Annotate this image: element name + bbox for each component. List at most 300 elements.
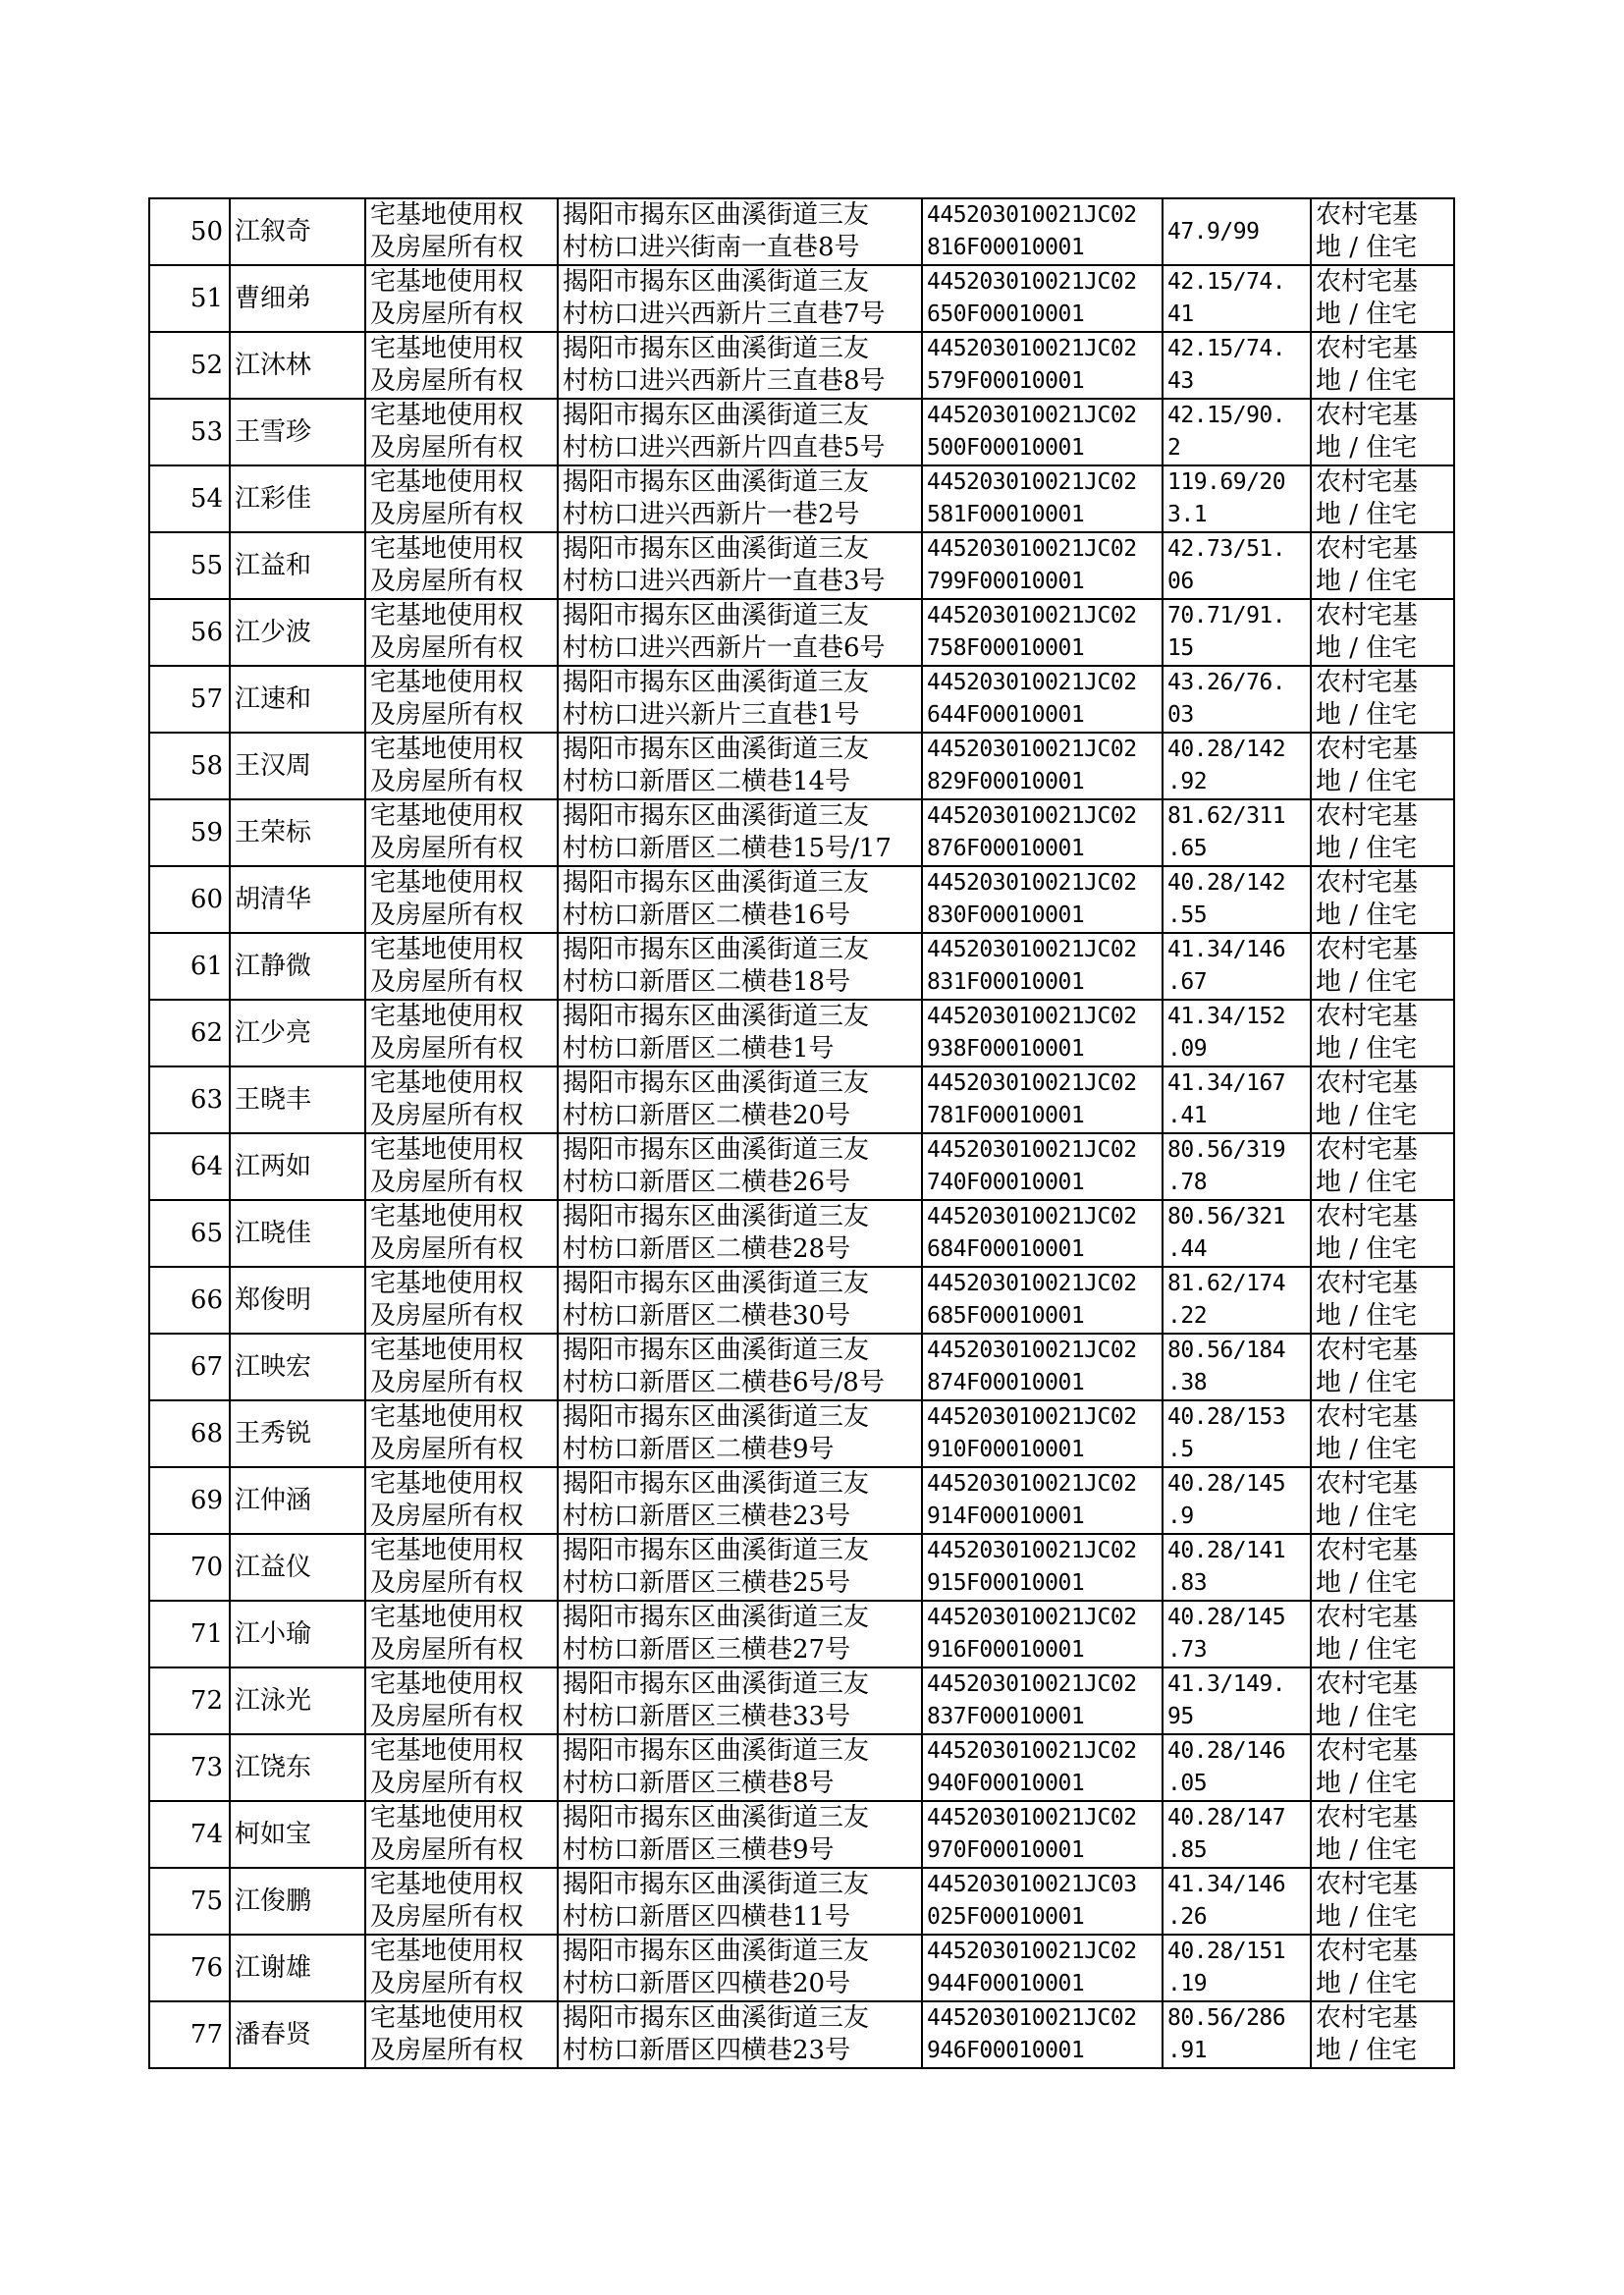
land-use-cell bbox=[1311, 198, 1454, 265]
location-cell-line: 村枋口新厝区三横巷33号 bbox=[563, 1702, 851, 1731]
land-use-cell-line: 地 / 住宅 bbox=[1316, 834, 1418, 863]
owner-name-cell: 江速和 bbox=[230, 666, 365, 733]
certificate-number-cell bbox=[922, 1334, 1163, 1400]
land-use-cell-line: 地 / 住宅 bbox=[1316, 433, 1418, 463]
certificate-number-cell-line: 944F00010001 bbox=[927, 1971, 1085, 1996]
area-cell-line: 119.69/20 bbox=[1167, 469, 1286, 495]
right-type-cell bbox=[365, 2001, 558, 2068]
table-row bbox=[149, 599, 1454, 666]
right-type-cell bbox=[365, 1400, 558, 1467]
land-use-cell-line: 地 / 住宅 bbox=[1316, 1101, 1418, 1130]
owner-name-cell: 潘春贤 bbox=[230, 2001, 365, 2068]
location-cell bbox=[558, 399, 922, 465]
certificate-number-cell bbox=[922, 399, 1163, 465]
land-use-cell bbox=[1311, 1801, 1454, 1868]
area-cell bbox=[1163, 1334, 1311, 1400]
owner-name-cell: 江泳光 bbox=[230, 1667, 365, 1734]
certificate-number-cell-line: 876F00010001 bbox=[927, 836, 1085, 861]
location-cell-line: 揭阳市揭东区曲溪街道三友 bbox=[563, 1536, 870, 1565]
row-number-cell: 59 bbox=[149, 799, 230, 866]
row-number-cell: 50 bbox=[149, 198, 230, 265]
certificate-number-cell bbox=[922, 1467, 1163, 1534]
land-use-cell-line: 农村宅基 bbox=[1316, 267, 1419, 297]
land-use-cell-line: 农村宅基 bbox=[1316, 868, 1419, 898]
right-type-cell-line: 宅基地使用权 bbox=[370, 1068, 524, 1098]
land-use-cell-line: 地 / 住宅 bbox=[1316, 1301, 1418, 1331]
area-cell-line: .19 bbox=[1167, 1971, 1208, 1996]
row-number-cell: 67 bbox=[149, 1334, 230, 1400]
certificate-number-cell bbox=[922, 1400, 1163, 1467]
land-use-cell-line: 农村宅基 bbox=[1316, 1068, 1419, 1098]
certificate-number-cell-line: 740F00010001 bbox=[927, 1170, 1085, 1195]
certificate-number-cell-line: 500F00010001 bbox=[927, 435, 1085, 461]
land-use-cell bbox=[1311, 1400, 1454, 1467]
right-type-cell-line: 宅基地使用权 bbox=[370, 1603, 524, 1632]
table-row bbox=[149, 1133, 1454, 1200]
area-cell-line: 41.34/146 bbox=[1167, 937, 1286, 962]
area-cell-line: 42.15/90. bbox=[1167, 403, 1286, 428]
area-cell bbox=[1163, 1601, 1311, 1667]
land-use-cell-line: 地 / 住宅 bbox=[1316, 1234, 1418, 1264]
certificate-number-cell bbox=[922, 666, 1163, 733]
owner-name-cell: 江少波 bbox=[230, 599, 365, 666]
certificate-number-cell bbox=[922, 1734, 1163, 1801]
certificate-number-cell bbox=[922, 1066, 1163, 1133]
right-type-cell-line: 宅基地使用权 bbox=[370, 1002, 524, 1031]
area-cell-line: 47.9/99 bbox=[1167, 218, 1260, 245]
area-cell-line: 40.28/145 bbox=[1167, 1605, 1286, 1630]
table-row bbox=[149, 1935, 1454, 2001]
location-cell-line: 揭阳市揭东区曲溪街道三友 bbox=[563, 200, 870, 230]
right-type-cell-line: 宅基地使用权 bbox=[370, 801, 524, 831]
land-use-cell-line: 农村宅基 bbox=[1316, 1336, 1419, 1365]
location-cell bbox=[558, 1667, 922, 1734]
area-cell-line: .85 bbox=[1167, 1837, 1208, 1863]
right-type-cell bbox=[365, 465, 558, 532]
table-row bbox=[149, 1534, 1454, 1601]
land-use-cell-line: 农村宅基 bbox=[1316, 1202, 1419, 1231]
location-cell-line: 揭阳市揭东区曲溪街道三友 bbox=[563, 601, 870, 630]
owner-name-cell: 江少亮 bbox=[230, 1000, 365, 1066]
land-use-cell-line: 地 / 住宅 bbox=[1316, 1902, 1418, 1932]
land-use-cell-line: 农村宅基 bbox=[1316, 1803, 1419, 1832]
area-cell-line: 41.3/149. bbox=[1167, 1671, 1286, 1697]
land-use-cell-line: 农村宅基 bbox=[1316, 1536, 1419, 1565]
table-row bbox=[149, 1200, 1454, 1267]
location-cell bbox=[558, 332, 922, 399]
location-cell bbox=[558, 1334, 922, 1400]
register-body bbox=[149, 198, 1454, 2068]
area-cell-line: 81.62/174 bbox=[1167, 1271, 1286, 1296]
certificate-number-cell bbox=[922, 599, 1163, 666]
area-cell-line: .41 bbox=[1167, 1103, 1208, 1128]
land-use-cell bbox=[1311, 332, 1454, 399]
right-type-cell-line: 及房屋所有权 bbox=[370, 366, 524, 396]
land-use-cell-line: 地 / 住宅 bbox=[1316, 1702, 1418, 1731]
owner-name-cell: 江静微 bbox=[230, 933, 365, 1000]
right-type-cell-line: 及房屋所有权 bbox=[370, 433, 524, 463]
right-type-cell-line: 及房屋所有权 bbox=[370, 1769, 524, 1798]
area-cell bbox=[1163, 866, 1311, 933]
right-type-cell-line: 宅基地使用权 bbox=[370, 200, 524, 230]
location-cell-line: 揭阳市揭东区曲溪街道三友 bbox=[563, 467, 870, 497]
area-cell-line: 40.28/141 bbox=[1167, 1538, 1286, 1563]
area-cell-line: 43 bbox=[1167, 368, 1194, 394]
table-row bbox=[149, 799, 1454, 866]
location-cell-line: 村枋口新厝区四横巷20号 bbox=[563, 1969, 851, 1998]
row-number-cell: 53 bbox=[149, 399, 230, 465]
location-cell bbox=[558, 666, 922, 733]
right-type-cell bbox=[365, 332, 558, 399]
right-type-cell bbox=[365, 1868, 558, 1935]
area-cell-line: .65 bbox=[1167, 836, 1208, 861]
certificate-number-cell bbox=[922, 465, 1163, 532]
owner-name-cell: 江益仪 bbox=[230, 1534, 365, 1601]
certificate-number-cell-line: 915F00010001 bbox=[927, 1570, 1085, 1596]
location-cell-line: 村枋口进兴西新片三直巷8号 bbox=[563, 366, 886, 396]
area-cell bbox=[1163, 733, 1311, 799]
location-cell-line: 揭阳市揭东区曲溪街道三友 bbox=[563, 1068, 870, 1098]
certificate-number-cell-line: 445203010021JC02 bbox=[927, 1137, 1137, 1163]
certificate-number-cell bbox=[922, 1133, 1163, 1200]
location-cell-line: 村枋口新厝区三横巷25号 bbox=[563, 1568, 851, 1598]
right-type-cell-line: 及房屋所有权 bbox=[370, 967, 524, 997]
right-type-cell-line: 及房屋所有权 bbox=[370, 1902, 524, 1932]
right-type-cell-line: 宅基地使用权 bbox=[370, 401, 524, 430]
right-type-cell-line: 宅基地使用权 bbox=[370, 1202, 524, 1231]
table-row bbox=[149, 1801, 1454, 1868]
area-cell-line: .91 bbox=[1167, 2038, 1208, 2063]
table-row bbox=[149, 866, 1454, 933]
area-cell-line: 40.28/147 bbox=[1167, 1805, 1286, 1831]
location-cell-line: 揭阳市揭东区曲溪街道三友 bbox=[563, 334, 870, 363]
certificate-number-cell-line: 831F00010001 bbox=[927, 969, 1085, 995]
location-cell bbox=[558, 1400, 922, 1467]
right-type-cell-line: 宅基地使用权 bbox=[370, 334, 524, 363]
right-type-cell-line: 及房屋所有权 bbox=[370, 1301, 524, 1331]
right-type-cell-line: 宅基地使用权 bbox=[370, 935, 524, 964]
row-number-cell: 64 bbox=[149, 1133, 230, 1200]
land-use-cell bbox=[1311, 1133, 1454, 1200]
certificate-number-cell-line: 445203010021JC02 bbox=[927, 536, 1137, 562]
certificate-number-cell bbox=[922, 933, 1163, 1000]
right-type-cell bbox=[365, 1734, 558, 1801]
right-type-cell-line: 及房屋所有权 bbox=[370, 700, 524, 730]
area-cell-line: 2 bbox=[1167, 435, 1181, 461]
location-cell bbox=[558, 933, 922, 1000]
land-use-cell bbox=[1311, 799, 1454, 866]
land-use-cell-line: 地 / 住宅 bbox=[1316, 567, 1418, 596]
location-cell-line: 揭阳市揭东区曲溪街道三友 bbox=[563, 1803, 870, 1832]
location-cell bbox=[558, 1801, 922, 1868]
location-cell-line: 揭阳市揭东区曲溪街道三友 bbox=[563, 1603, 870, 1632]
certificate-number-cell-line: 445203010021JC02 bbox=[927, 336, 1137, 361]
location-cell bbox=[558, 1868, 922, 1935]
land-use-cell-line: 农村宅基 bbox=[1316, 1002, 1419, 1031]
area-cell-line: .22 bbox=[1167, 1303, 1208, 1329]
land-use-cell bbox=[1311, 866, 1454, 933]
owner-name-cell: 江映宏 bbox=[230, 1334, 365, 1400]
certificate-number-cell-line: 025F00010001 bbox=[927, 1904, 1085, 1930]
right-type-cell-line: 及房屋所有权 bbox=[370, 1101, 524, 1130]
location-cell-line: 村枋口进兴新片三直巷1号 bbox=[563, 700, 860, 730]
certificate-number-cell bbox=[922, 332, 1163, 399]
area-cell-line: .05 bbox=[1167, 1771, 1208, 1796]
location-cell bbox=[558, 465, 922, 532]
certificate-number-cell-line: 445203010021JC02 bbox=[927, 803, 1137, 829]
owner-name-cell: 江仲涵 bbox=[230, 1467, 365, 1534]
location-cell-line: 揭阳市揭东区曲溪街道三友 bbox=[563, 801, 870, 831]
area-cell-line: 81.62/311 bbox=[1167, 803, 1286, 829]
land-use-cell-line: 农村宅基 bbox=[1316, 401, 1419, 430]
location-cell-line: 村枋口新厝区二横巷28号 bbox=[563, 1234, 851, 1264]
right-type-cell-line: 宅基地使用权 bbox=[370, 1469, 524, 1499]
row-number-cell: 77 bbox=[149, 2001, 230, 2068]
area-cell bbox=[1163, 1868, 1311, 1935]
area-cell-line: .5 bbox=[1167, 1437, 1194, 1462]
right-type-cell-line: 及房屋所有权 bbox=[370, 834, 524, 863]
right-type-cell-line: 宅基地使用权 bbox=[370, 1736, 524, 1766]
certificate-number-cell-line: 579F00010001 bbox=[927, 368, 1085, 394]
land-use-cell-line: 农村宅基 bbox=[1316, 200, 1419, 230]
certificate-number-cell-line: 445203010021JC02 bbox=[927, 937, 1137, 962]
location-cell-line: 村枋口新厝区三横巷8号 bbox=[563, 1769, 835, 1798]
table-row bbox=[149, 532, 1454, 599]
certificate-number-cell-line: 445203010021JC02 bbox=[927, 269, 1137, 295]
certificate-number-cell-line: 445203010021JC02 bbox=[927, 1204, 1137, 1229]
right-type-cell-line: 及房屋所有权 bbox=[370, 1435, 524, 1464]
location-cell-line: 揭阳市揭东区曲溪街道三友 bbox=[563, 935, 870, 964]
location-cell-line: 揭阳市揭东区曲溪街道三友 bbox=[563, 1002, 870, 1031]
area-cell-line: 06 bbox=[1167, 569, 1194, 594]
right-type-cell bbox=[365, 799, 558, 866]
land-use-cell-line: 农村宅基 bbox=[1316, 735, 1419, 764]
certificate-number-cell-line: 445203010021JC02 bbox=[927, 1939, 1137, 1964]
land-use-cell bbox=[1311, 1601, 1454, 1667]
area-cell-line: 15 bbox=[1167, 635, 1194, 661]
location-cell bbox=[558, 1000, 922, 1066]
land-use-cell-line: 农村宅基 bbox=[1316, 1870, 1419, 1899]
certificate-number-cell-line: 650F00010001 bbox=[927, 301, 1085, 327]
row-number-cell: 69 bbox=[149, 1467, 230, 1534]
land-use-cell-line: 地 / 住宅 bbox=[1316, 1034, 1418, 1064]
land-use-cell-line: 地 / 住宅 bbox=[1316, 1635, 1418, 1665]
row-number-cell: 58 bbox=[149, 733, 230, 799]
table-row bbox=[149, 1267, 1454, 1334]
certificate-number-cell bbox=[922, 1534, 1163, 1601]
land-use-cell-line: 地 / 住宅 bbox=[1316, 1568, 1418, 1598]
certificate-number-cell-line: 445203010021JC02 bbox=[927, 403, 1137, 428]
right-type-cell-line: 及房屋所有权 bbox=[370, 1568, 524, 1598]
right-type-cell-line: 宅基地使用权 bbox=[370, 534, 524, 564]
owner-name-cell: 江谢雄 bbox=[230, 1935, 365, 2001]
right-type-cell-line: 宅基地使用权 bbox=[370, 668, 524, 697]
certificate-number-cell-line: 445203010021JC02 bbox=[927, 469, 1137, 495]
table-row bbox=[149, 1334, 1454, 1400]
owner-name-cell: 郑俊明 bbox=[230, 1267, 365, 1334]
right-type-cell-line: 及房屋所有权 bbox=[370, 500, 524, 529]
right-type-cell-line: 及房屋所有权 bbox=[370, 1034, 524, 1064]
table-row bbox=[149, 2001, 1454, 2068]
owner-name-cell: 江俊鹏 bbox=[230, 1868, 365, 1935]
certificate-number-cell-line: 445203010021JC02 bbox=[927, 1605, 1137, 1630]
row-number-cell: 73 bbox=[149, 1734, 230, 1801]
location-cell bbox=[558, 198, 922, 265]
land-use-cell bbox=[1311, 399, 1454, 465]
right-type-cell-line: 及房屋所有权 bbox=[370, 767, 524, 796]
row-number-cell: 66 bbox=[149, 1267, 230, 1334]
location-cell-line: 村枋口新厝区二横巷14号 bbox=[563, 767, 851, 796]
area-cell-line: 40.28/142 bbox=[1167, 737, 1286, 762]
certificate-number-cell-line: 916F00010001 bbox=[927, 1637, 1085, 1663]
land-use-cell bbox=[1311, 1734, 1454, 1801]
area-cell bbox=[1163, 332, 1311, 399]
row-number-cell: 52 bbox=[149, 332, 230, 399]
land-use-cell-line: 地 / 住宅 bbox=[1316, 1368, 1418, 1397]
certificate-number-cell bbox=[922, 1601, 1163, 1667]
certificate-number-cell-line: 946F00010001 bbox=[927, 2038, 1085, 2063]
location-cell-line: 村枋口新厝区四横巷11号 bbox=[563, 1902, 851, 1932]
land-use-cell-line: 地 / 住宅 bbox=[1316, 2036, 1418, 2065]
certificate-number-cell bbox=[922, 733, 1163, 799]
right-type-cell-line: 宅基地使用权 bbox=[370, 1669, 524, 1699]
right-type-cell-line: 及房屋所有权 bbox=[370, 300, 524, 329]
right-type-cell bbox=[365, 265, 558, 332]
certificate-number-cell-line: 445203010021JC02 bbox=[927, 870, 1137, 896]
right-type-cell bbox=[365, 1200, 558, 1267]
area-cell-line: 40.28/153 bbox=[1167, 1404, 1286, 1430]
area-cell-line: 42.73/51. bbox=[1167, 536, 1286, 562]
certificate-number-cell-line: 874F00010001 bbox=[927, 1370, 1085, 1395]
land-use-cell-line: 农村宅基 bbox=[1316, 1937, 1419, 1966]
certificate-number-cell bbox=[922, 866, 1163, 933]
land-use-cell-line: 地 / 住宅 bbox=[1316, 366, 1418, 396]
area-cell bbox=[1163, 799, 1311, 866]
right-type-cell bbox=[365, 1066, 558, 1133]
owner-name-cell: 江沐林 bbox=[230, 332, 365, 399]
land-use-cell-line: 农村宅基 bbox=[1316, 668, 1419, 697]
certificate-number-cell-line: 445203010021JC02 bbox=[927, 603, 1137, 628]
right-type-cell-line: 宅基地使用权 bbox=[370, 735, 524, 764]
right-type-cell-line: 宅基地使用权 bbox=[370, 2003, 524, 2033]
owner-name-cell: 王荣标 bbox=[230, 799, 365, 866]
location-cell-line: 村枋口进兴西新片一直巷3号 bbox=[563, 567, 886, 596]
land-use-cell-line: 农村宅基 bbox=[1316, 534, 1419, 564]
location-cell-line: 揭阳市揭东区曲溪街道三友 bbox=[563, 267, 870, 297]
location-cell-line: 揭阳市揭东区曲溪街道三友 bbox=[563, 2003, 870, 2033]
owner-name-cell: 胡清华 bbox=[230, 866, 365, 933]
right-type-cell bbox=[365, 1000, 558, 1066]
row-number-cell: 51 bbox=[149, 265, 230, 332]
owner-name-cell: 江叙奇 bbox=[230, 198, 365, 265]
right-type-cell-line: 宅基地使用权 bbox=[370, 267, 524, 297]
location-cell-line: 揭阳市揭东区曲溪街道三友 bbox=[563, 1202, 870, 1231]
table-row bbox=[149, 1400, 1454, 1467]
land-use-cell bbox=[1311, 1267, 1454, 1334]
certificate-number-cell-line: 938F00010001 bbox=[927, 1036, 1085, 1062]
area-cell bbox=[1163, 265, 1311, 332]
location-cell bbox=[558, 532, 922, 599]
table-row bbox=[149, 465, 1454, 532]
land-use-cell-line: 地 / 住宅 bbox=[1316, 967, 1418, 997]
area-cell-line: 80.56/286 bbox=[1167, 2005, 1286, 2031]
right-type-cell bbox=[365, 1667, 558, 1734]
right-type-cell-line: 及房屋所有权 bbox=[370, 1502, 524, 1531]
row-number-cell: 72 bbox=[149, 1667, 230, 1734]
land-use-cell bbox=[1311, 2001, 1454, 2068]
table-row bbox=[149, 265, 1454, 332]
location-cell-line: 揭阳市揭东区曲溪街道三友 bbox=[563, 735, 870, 764]
owner-name-cell: 王秀锐 bbox=[230, 1400, 365, 1467]
area-cell bbox=[1163, 1801, 1311, 1868]
land-use-cell bbox=[1311, 532, 1454, 599]
right-type-cell-line: 宅基地使用权 bbox=[370, 601, 524, 630]
area-cell-line: .9 bbox=[1167, 1503, 1194, 1529]
certificate-number-cell-line: 799F00010001 bbox=[927, 569, 1085, 594]
land-use-cell bbox=[1311, 1534, 1454, 1601]
area-cell bbox=[1163, 1534, 1311, 1601]
area-cell bbox=[1163, 532, 1311, 599]
certificate-number-cell-line: 970F00010001 bbox=[927, 1837, 1085, 1863]
certificate-number-cell-line: 829F00010001 bbox=[927, 769, 1085, 794]
table-row bbox=[149, 1868, 1454, 1935]
land-use-cell bbox=[1311, 599, 1454, 666]
land-use-cell-line: 地 / 住宅 bbox=[1316, 633, 1418, 663]
land-use-cell-line: 农村宅基 bbox=[1316, 601, 1419, 630]
land-use-cell-line: 地 / 住宅 bbox=[1316, 1168, 1418, 1197]
row-number-cell: 55 bbox=[149, 532, 230, 599]
certificate-number-cell-line: 940F00010001 bbox=[927, 1771, 1085, 1796]
owner-name-cell: 江晓佳 bbox=[230, 1200, 365, 1267]
area-cell-line: 41.34/146 bbox=[1167, 1872, 1286, 1897]
area-cell bbox=[1163, 599, 1311, 666]
owner-name-cell: 江小瑜 bbox=[230, 1601, 365, 1667]
area-cell-line: 80.56/321 bbox=[1167, 1204, 1286, 1229]
right-type-cell-line: 及房屋所有权 bbox=[370, 233, 524, 262]
location-cell-line: 揭阳市揭东区曲溪街道三友 bbox=[563, 1269, 870, 1298]
location-cell-line: 村枋口进兴西新片四直巷5号 bbox=[563, 433, 886, 463]
location-cell-line: 揭阳市揭东区曲溪街道三友 bbox=[563, 668, 870, 697]
land-use-cell bbox=[1311, 1200, 1454, 1267]
land-use-cell-line: 地 / 住宅 bbox=[1316, 1435, 1418, 1464]
row-number-cell: 71 bbox=[149, 1601, 230, 1667]
land-use-cell-line: 地 / 住宅 bbox=[1316, 1969, 1418, 1998]
certificate-number-cell-line: 445203010021JC02 bbox=[927, 1338, 1137, 1363]
certificate-number-cell-line: 445203010021JC02 bbox=[927, 670, 1137, 695]
land-use-cell bbox=[1311, 933, 1454, 1000]
location-cell-line: 村枋口新厝区二横巷1号 bbox=[563, 1034, 835, 1064]
land-use-cell-line: 农村宅基 bbox=[1316, 1469, 1419, 1499]
certificate-number-cell bbox=[922, 1935, 1163, 2001]
certificate-number-cell-line: 445203010021JC02 bbox=[927, 2005, 1137, 2031]
right-type-cell bbox=[365, 599, 558, 666]
area-cell-line: .55 bbox=[1167, 902, 1208, 928]
area-cell-line: 80.56/319 bbox=[1167, 1137, 1286, 1163]
location-cell bbox=[558, 799, 922, 866]
right-type-cell-line: 及房屋所有权 bbox=[370, 901, 524, 930]
row-number-cell: 68 bbox=[149, 1400, 230, 1467]
row-number-cell: 65 bbox=[149, 1200, 230, 1267]
area-cell-line: 42.15/74. bbox=[1167, 336, 1286, 361]
area-cell-line: .67 bbox=[1167, 969, 1208, 995]
land-use-cell-line: 地 / 住宅 bbox=[1316, 700, 1418, 730]
certificate-number-cell bbox=[922, 532, 1163, 599]
location-cell-line: 村枋口进兴西新片一直巷6号 bbox=[563, 633, 886, 663]
area-cell-line: 43.26/76. bbox=[1167, 670, 1286, 695]
certificate-number-cell-line: 684F00010001 bbox=[927, 1236, 1085, 1262]
land-use-cell-line: 地 / 住宅 bbox=[1316, 233, 1418, 262]
area-cell bbox=[1163, 1400, 1311, 1467]
